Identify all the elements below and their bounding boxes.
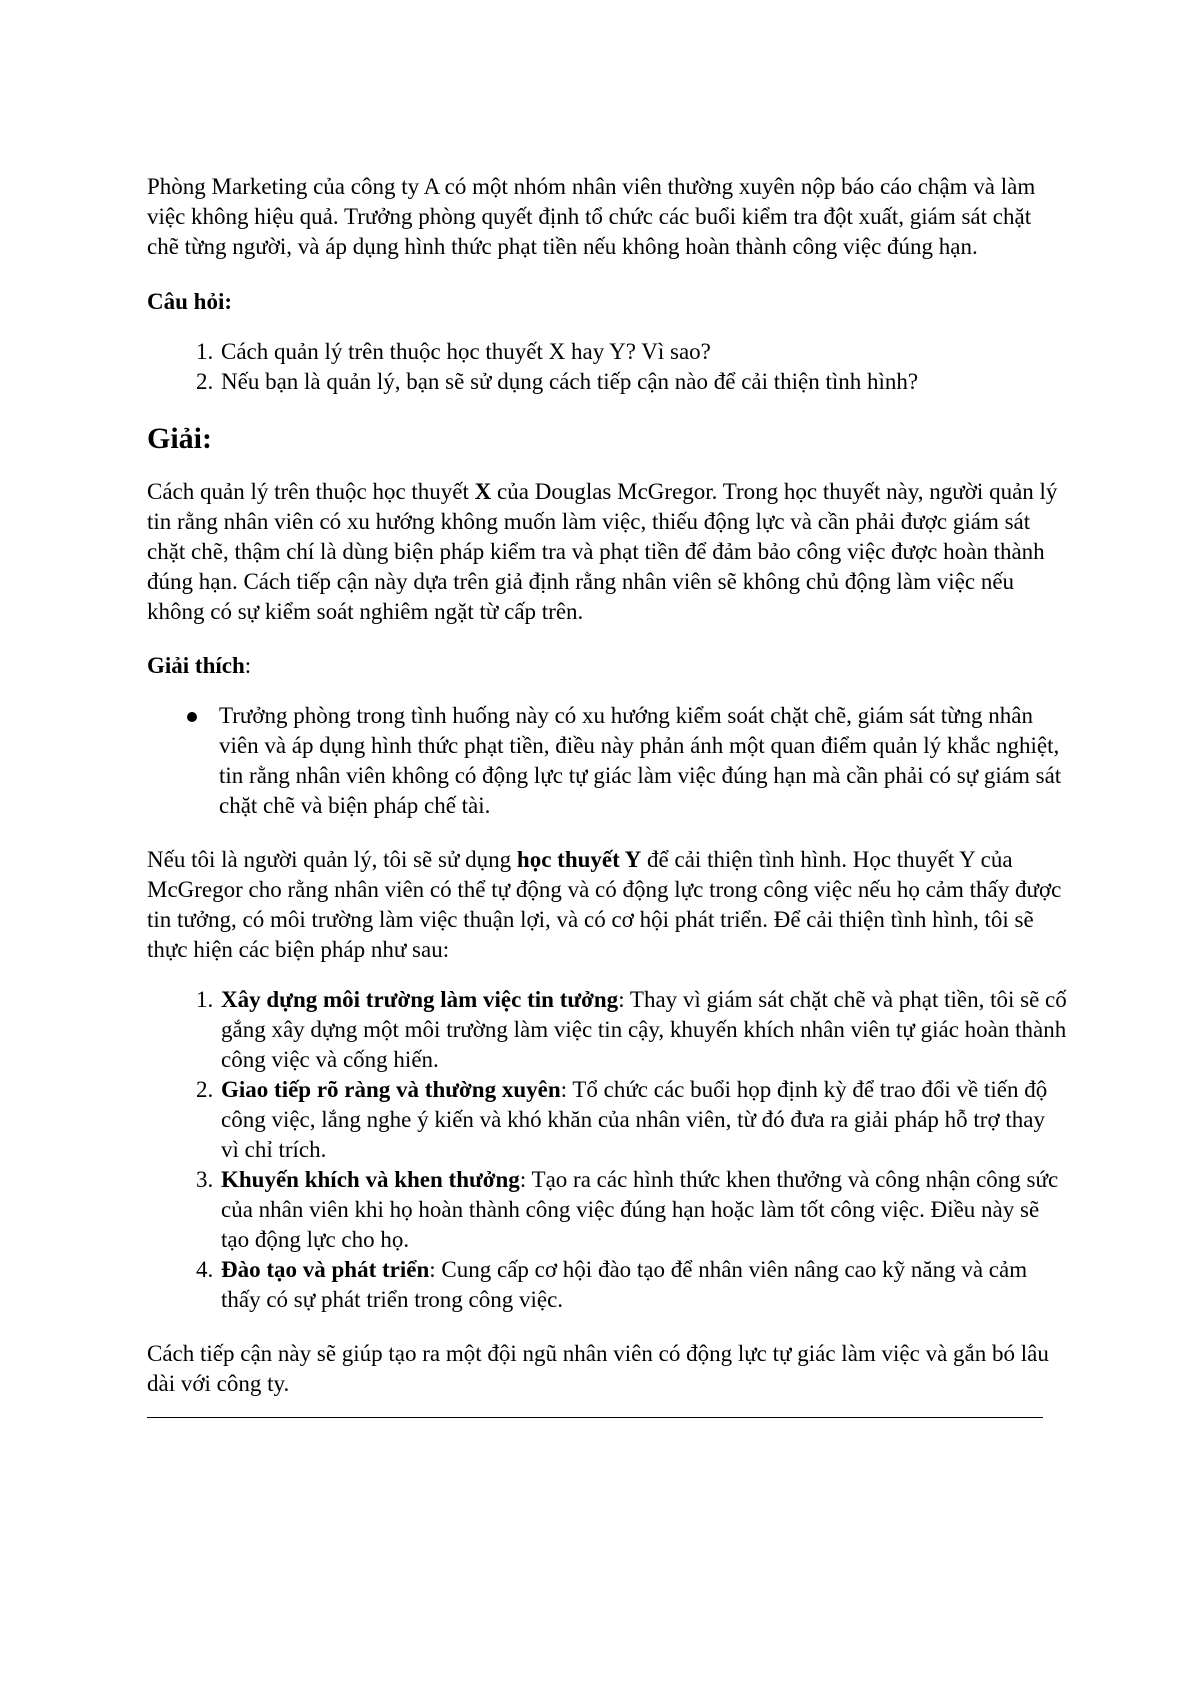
bullet-icon xyxy=(187,712,197,722)
solution-text: : Tổ chức các buổi họp định kỳ để trao đổi về tiến độ công việc, lắng nghe ý kiến và khó khăn của nhân viên, từ đó đưa ra giải pháp hỗ trợ thay vì chỉ trích. xyxy=(221,1077,1048,1162)
solution-text: : Cung cấp cơ hội đào tạo để nhân viên nâng cao kỹ năng và cảm thấy có sự phát triển trong công việc. xyxy=(221,1257,1028,1312)
explanation-label-colon: : xyxy=(244,653,252,678)
explanation-list xyxy=(147,701,1067,821)
solution-text: : Thay vì giám sát chặt chẽ và phạt tiền, tôi sẽ cố gắng xây dựng một môi trường làm việc tin cậy, khuyến khích nhân viên tự giác hoàn thành công việc và cống hiến. xyxy=(221,987,1067,1072)
questions-label: Câu hỏi: xyxy=(147,289,232,314)
horizontal-divider xyxy=(147,1417,1043,1418)
approach-theory-y: học thuyết Y xyxy=(516,847,642,872)
answer-paragraph xyxy=(147,477,1067,627)
document-page xyxy=(147,172,1067,1418)
explanation-label xyxy=(147,651,1067,681)
solution-item-4 xyxy=(219,1255,1067,1315)
solution-item-2 xyxy=(219,1075,1067,1165)
answer-heading: Giải: xyxy=(147,422,212,455)
explanation-label-text: Giải thích xyxy=(147,653,245,678)
solution-title: Giao tiếp rõ ràng và thường xuyên xyxy=(221,1077,561,1102)
approach-paragraph xyxy=(147,845,1067,965)
solution-text: : Tạo ra các hình thức khen thưởng và công nhận công sức của nhân viên khi họ hoàn thành công việc đúng hạn hoặc làm tốt công việc. Điều này sẽ tạo động lực cho họ. xyxy=(221,1167,1059,1252)
questions-list xyxy=(147,337,1067,397)
solution-item-3 xyxy=(219,1165,1067,1255)
approach-text-end: để cải thiện tình hình. Học thuyết Y của McGregor cho rằng nhân viên có thể tự động và có động lực trong công việc nếu họ cảm thấy được tin tưởng, có môi trường làm việc thuận lợi, và có cơ hội phát triển. Để cải thiện tình hình, tôi sẽ thực hiện các biện pháp như sau: xyxy=(147,847,1062,962)
answer-text-end: của Douglas McGregor. Trong học thuyết này, người quản lý tin rằng nhân viên có xu hướng không muốn làm việc, thiếu động lực và cần phải được giám sát chặt chẽ, thậm chí là dùng biện pháp kiểm tra và phạt tiền để đảm bảo công việc được hoàn thành đúng hạn. Cách tiếp cận này dựa trên giả định rằng nhân viên sẽ không chủ động làm việc nếu không có sự kiểm soát nghiêm ngặt từ cấp trên. xyxy=(147,479,1058,624)
answer-text-start: Cách quản lý trên thuộc học thuyết xyxy=(147,479,475,504)
approach-text-start: Nếu tôi là người quản lý, tôi sẽ sử dụng xyxy=(147,847,517,872)
question-item-1: 1. Cách quản lý trên thuộc học thuyết X hay Y? Vì sao? xyxy=(219,337,1067,367)
closing-paragraph: Cách tiếp cận này sẽ giúp tạo ra một đội ngũ nhân viên có động lực tự giác làm việc và gắn bó lâu dài với công ty. xyxy=(147,1341,1049,1396)
question-item-2: 2. Nếu bạn là quản lý, bạn sẽ sử dụng cách tiếp cận nào để cải thiện tình hình? xyxy=(219,367,1067,397)
explanation-item-text: Trưởng phòng trong tình huống này có xu hướng kiểm soát chặt chẽ, giám sát từng nhân viên và áp dụng hình thức phạt tiền, điều này phản ánh một quan điểm quản lý khắc nghiệt, tin rằng nhân viên không có động lực tự giác làm việc đúng hạn mà cần phải có sự giám sát chặt chẽ và biện pháp chế tài. xyxy=(219,703,1062,818)
answer-theory-x: X xyxy=(474,479,492,504)
solution-title: Xây dựng môi trường làm việc tin tưởng xyxy=(221,987,619,1012)
solution-title: Đào tạo và phát triển xyxy=(221,1257,430,1282)
solutions-list xyxy=(147,985,1067,1315)
explanation-item xyxy=(219,701,1067,821)
solution-item-1 xyxy=(219,985,1067,1075)
solution-title: Khuyến khích và khen thưởng xyxy=(221,1167,520,1192)
intro-paragraph: Phòng Marketing của công ty A có một nhóm nhân viên thường xuyên nộp báo cáo chậm và làm việc không hiệu quả. Trưởng phòng quyết định tổ chức các buổi kiểm tra đột xuất, giám sát chặt chẽ từng người, và áp dụng hình thức phạt tiền nếu không hoàn thành công việc đúng hạn. xyxy=(147,174,1036,259)
